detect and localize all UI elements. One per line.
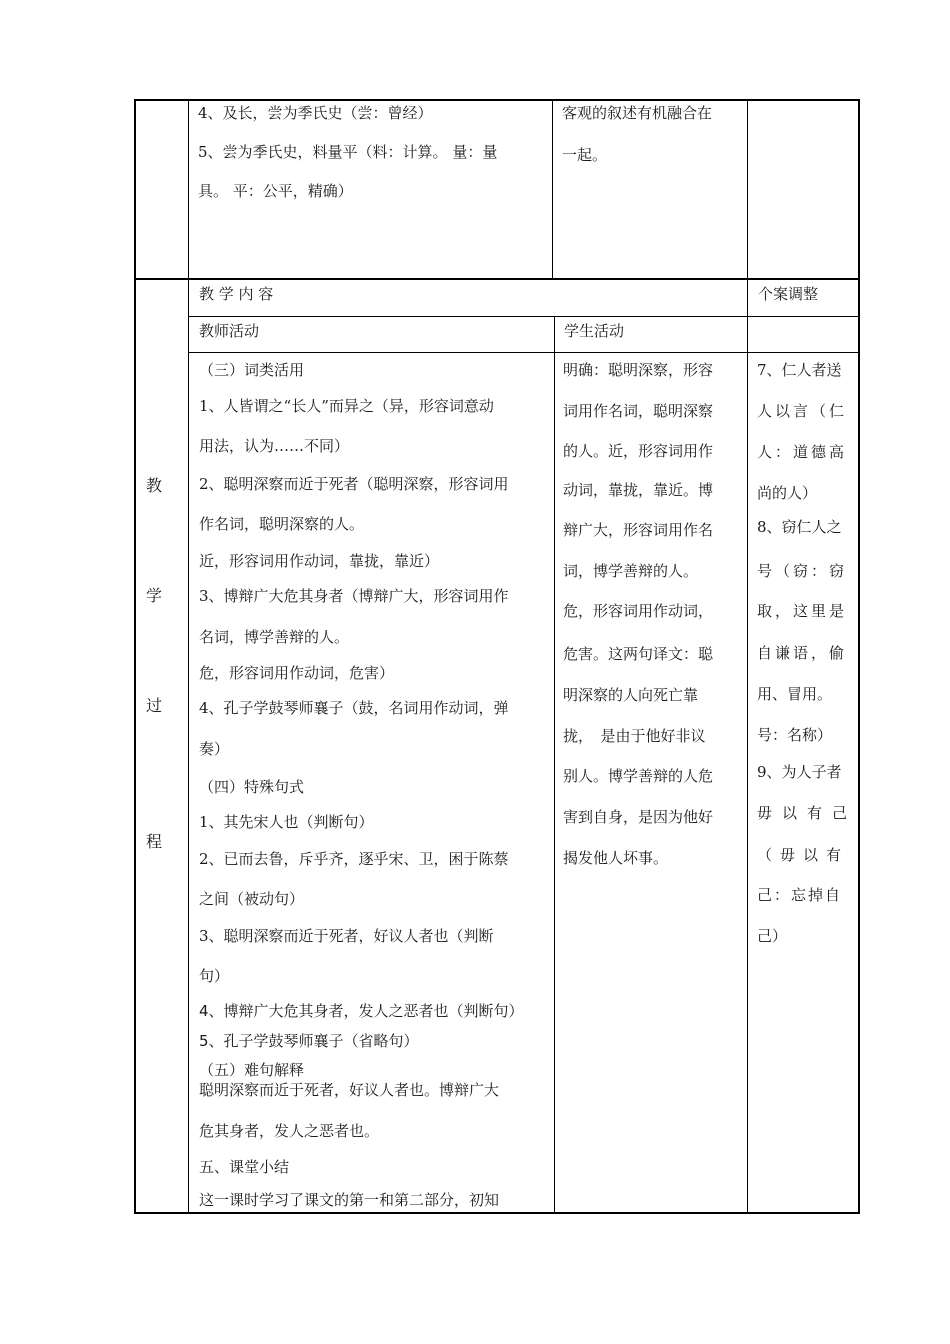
student-activity-header: 学生活动 — [564, 322, 625, 340]
teacher-line: 2、已而去鲁，斥乎齐，逐乎宋、卫，困于陈蔡 — [199, 850, 509, 868]
teacher-line: 近，形容词用作动词，靠拢，靠近） — [199, 552, 440, 570]
student-line: 危害。这两句译文：聪 — [563, 645, 714, 663]
teacher-activity-header: 教师活动 — [199, 322, 260, 340]
side-label-char-4: 程 — [146, 832, 163, 851]
teacher-line: 这一课时学习了课文的第一和第二部分，初知 — [199, 1191, 500, 1209]
table-row-divider-3 — [188, 352, 860, 353]
top-left-line-3: 具。 平：公平，精确） — [198, 182, 353, 200]
teacher-line: 作名词，聪明深察的人。 — [199, 515, 365, 533]
top-left-line-1: 4、及长，尝为季氏史（尝：曾经） — [198, 104, 433, 122]
student-line: 拢， 是由于他好非议 — [563, 727, 706, 745]
case-line: 毋以有己 — [757, 804, 858, 822]
case-line: 己：忘掉自 — [757, 886, 843, 904]
student-line: 辩广大，形容词用作名 — [563, 521, 714, 539]
teacher-line: 3、博辩广大危其身者（博辩广大，形容词用作 — [199, 587, 509, 605]
teacher-line: 5、孔子学鼓琴师襄子（省略句） — [199, 1032, 419, 1050]
student-line: 词用作名词，聪明深察 — [563, 402, 714, 420]
case-line: 号（窃：窃 — [757, 562, 848, 580]
case-line: 尚的人） — [757, 484, 818, 502]
table-border-top — [134, 99, 860, 101]
teacher-line: 句） — [199, 967, 230, 985]
student-line: 的人。近，形容词用作 — [563, 442, 714, 460]
teacher-line: 4、博辩广大危其身者，发人之恶者也（判断句） — [199, 1002, 524, 1020]
teacher-line: （五）难句解释 — [199, 1061, 305, 1079]
teacher-line: 2、聪明深察而近于死者（聪明深察，形容词用 — [199, 475, 509, 493]
case-adjust-header: 个案调整 — [758, 285, 819, 303]
teacher-line: 名词，博学善辩的人。 — [199, 628, 350, 646]
table-border-right — [858, 99, 860, 1214]
side-label-char-2: 学 — [146, 586, 163, 605]
case-line: 9、为人子者 — [757, 763, 842, 781]
teacher-line: 3、聪明深察而近于死者，好议人者也（判断 — [199, 927, 494, 945]
top-mid-line-2: 一起。 — [562, 146, 608, 164]
table-border-left — [134, 99, 136, 1214]
student-line: 别人。博学善辩的人危 — [563, 767, 714, 785]
case-line: 用、冒用。 — [757, 685, 833, 703]
student-line: 危，形容词用作动词， — [563, 602, 714, 620]
case-line: （毋以有 — [757, 846, 850, 864]
student-line: 动词，靠拢，靠近。博 — [563, 481, 714, 499]
teacher-line: 聪明深察而近于死者，好议人者也。博辩广大 — [199, 1081, 500, 1099]
side-label-char-1: 教 — [146, 476, 163, 495]
table-row-divider-2 — [188, 316, 860, 317]
teacher-line: 奏） — [199, 740, 230, 758]
table-col-divider-2b — [554, 316, 555, 1214]
case-line: 己） — [757, 927, 788, 945]
teacher-line: 五、课堂小结 — [199, 1158, 290, 1176]
table-col-divider-1 — [188, 99, 189, 1214]
teacher-line: 1、其先宋人也（判断句） — [199, 813, 374, 831]
side-label-char-3: 过 — [146, 696, 163, 715]
student-line: 词，博学善辩的人。 — [563, 562, 699, 580]
top-mid-line-1: 客观的叙述有机融合在 — [562, 104, 713, 122]
case-line: 取，这里是 — [757, 602, 848, 620]
case-line: 8、窃仁人之 — [757, 518, 842, 536]
teacher-line: 危其身者，发人之恶者也。 — [199, 1122, 380, 1140]
case-line: 人以言（仁 — [757, 402, 848, 420]
teacher-line: 用法，认为……不同） — [199, 437, 350, 455]
top-left-line-2: 5、尝为季氏史，料量平（料：计算。 量：量 — [198, 143, 498, 161]
student-line: 揭发他人坏事。 — [563, 849, 669, 867]
teacher-line: 4、孔子学鼓琴师襄子（鼓，名词用作动词，弹 — [199, 699, 509, 717]
teacher-line: 危，形容词用作动词，危害） — [199, 664, 395, 682]
teaching-content-header: 教 学 内 容 — [199, 285, 274, 303]
table-col-divider-3 — [747, 99, 748, 1214]
case-line: 人：道德高 — [757, 443, 848, 461]
table-border-bottom — [134, 1212, 860, 1214]
student-line: 害到自身，是因为他好 — [563, 808, 714, 826]
student-line: 明确：聪明深察，形容 — [563, 361, 714, 379]
teacher-line: （三）词类活用 — [199, 361, 305, 379]
student-line: 明深察的人向死亡靠 — [563, 686, 699, 704]
teacher-line: 之间（被动句） — [199, 890, 305, 908]
table-col-divider-2 — [552, 99, 553, 279]
teacher-line: 1、人皆谓之“长人”而异之（异，形容词意动 — [199, 397, 494, 415]
case-line: 号：名称） — [757, 726, 833, 744]
table-row-divider-1 — [134, 278, 860, 280]
teacher-line: （四）特殊句式 — [199, 778, 305, 796]
case-line: 自谦语，偷 — [757, 644, 848, 662]
case-line: 7、仁人者送 — [757, 361, 842, 379]
